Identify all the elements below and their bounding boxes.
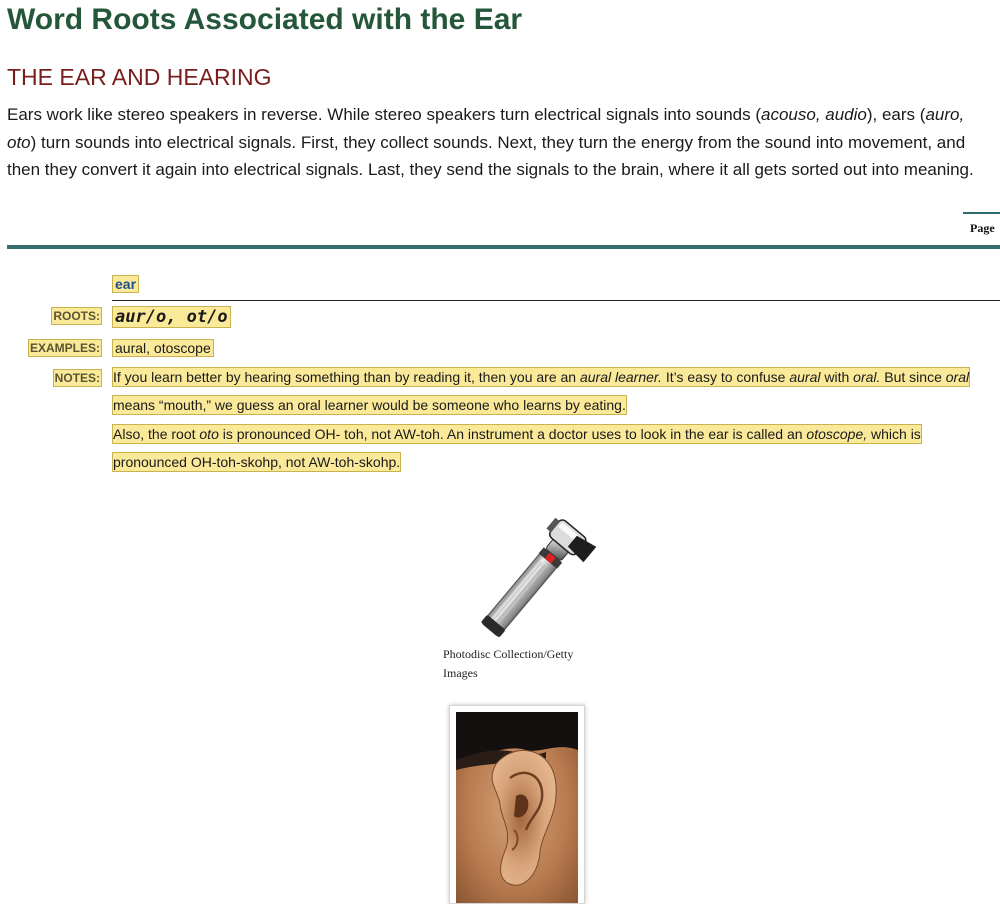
notes-label-cell: [6, 371, 102, 385]
note-1-em-2: aural: [789, 369, 821, 385]
intro-text-2: ), ears (: [866, 105, 926, 124]
note-1-text-d: But since: [880, 369, 946, 385]
intro-emphasis-2: auro, oto: [7, 105, 965, 152]
examples-value: aural, otoscope: [112, 339, 214, 357]
note-1-highlight: [112, 367, 970, 415]
otoscope-illustration: [438, 500, 598, 640]
note-2-text-c: which is pronounced OH-toh-skohp, not AW-toh-skohp.: [113, 426, 921, 470]
note-2-em-2: otoscope,: [806, 426, 868, 442]
note-2-text-b: is pronounced OH- toh, not AW-toh. An instrument a doctor uses to look in the ear is called an: [218, 426, 807, 442]
page-title: Word Roots Associated with the Ear: [7, 3, 523, 36]
note-2-highlight: [112, 424, 922, 472]
roots-value: aur/o, ot/o: [112, 306, 231, 328]
examples-label-cell: [6, 341, 102, 355]
entry-word: ear: [112, 275, 139, 293]
intro-text-1: Ears work like stereo speakers in reverse. While stereo speakers turn electrical signals into sounds (: [7, 105, 761, 124]
entry-underline: [112, 300, 1000, 301]
roots-label: ROOTS:: [53, 309, 100, 323]
page-tab[interactable]: Page: [963, 212, 1000, 242]
intro-text-3: ) turn sounds into electrical signals. First, they collect sounds. Next, they turn the energy from the sound into movement, and then they convert it again into electrical signals. Last, they send the signals to the brain, where it all gets sorted out into meaning.: [7, 132, 974, 179]
examples-label: EXAMPLES:: [29, 341, 100, 355]
intro-paragraph: [7, 101, 997, 184]
note-paragraph-1: [112, 364, 997, 419]
note-1-em-4: oral: [945, 369, 970, 385]
otoscope-caption: Photodisc Collection/Getty Images: [443, 647, 574, 680]
note-2-em-1: oto: [199, 426, 219, 442]
ear-photo-frame: [449, 705, 585, 904]
note-1-text-b: It’s easy to confuse: [661, 369, 790, 385]
note-1-em-3: oral.: [853, 369, 881, 385]
note-1-em-1: aural learner.: [579, 369, 662, 385]
ear-photo: [456, 712, 578, 903]
intro-emphasis-1: acouso, audio: [761, 105, 867, 124]
notes-label: NOTES:: [54, 371, 100, 385]
roots-label-cell: [6, 309, 102, 323]
note-1-text-e: means “mouth,” we guess an oral learner would be someone who learns by eating.: [113, 396, 626, 413]
section-divider: [7, 245, 1000, 249]
note-2-text-a: Also, the root: [113, 426, 200, 442]
note-1-text-a: If you learn better by hearing something than by reading it, then you are an: [113, 369, 580, 385]
section-title: THE EAR AND HEARING: [7, 64, 272, 90]
note-paragraph-2: [112, 421, 997, 476]
note-1-text-c: with: [820, 369, 854, 385]
